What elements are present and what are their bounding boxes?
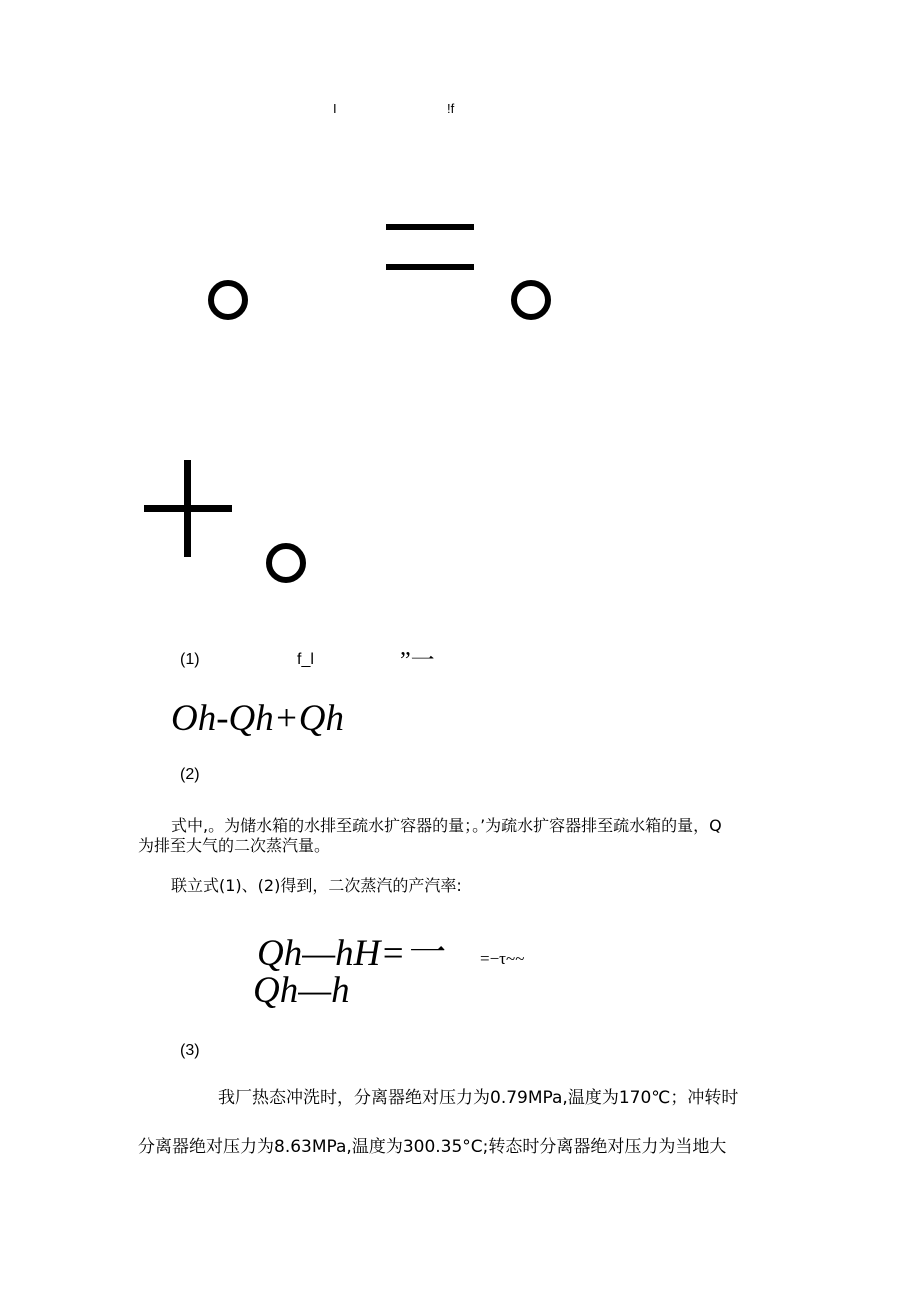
top-fragment-2: !f <box>447 101 455 116</box>
combine-text: 联立式(1)、(2)得到，二次蒸汽的产汽率: <box>171 876 462 895</box>
top-fragment-1: I <box>333 101 337 116</box>
equation-2-number: (2) <box>180 766 200 783</box>
paragraph-line-1: 我厂热态冲洗时，分离器绝对压力为0.79MPa,温度为170℃；冲转时 <box>218 1088 739 1108</box>
equals-bars-glyph <box>384 220 476 276</box>
equation-3-number: (3) <box>180 1042 200 1059</box>
plus-cross-glyph <box>144 460 234 558</box>
explanation-line-1: 式中,。为储水箱的水排至疏水扩容器的量；。’为疏水扩容器排至疏水箱的量，Q <box>171 816 722 835</box>
equation-3-tail: =−τ~~ <box>480 949 525 968</box>
ring-right-glyph <box>507 276 555 324</box>
equation-1-symbol: ”一 <box>400 648 435 674</box>
explanation-line-2: 为排至大气的二次蒸汽量。 <box>138 836 331 855</box>
equation-1-number: (1) <box>180 651 200 668</box>
ring-left-glyph <box>204 276 252 324</box>
equation-3-denominator: Qh—h <box>253 970 350 1011</box>
equation-2-formula: Oh-Qh+Qh <box>171 698 344 739</box>
equation-3-numerator: Qh—hH=一 <box>257 933 443 974</box>
equation-1-fragment: f_l <box>297 651 314 668</box>
paragraph-line-2: 分离器绝对压力为8.63MPa,温度为300.35°C;转态时分离器绝对压力为当地大 <box>138 1137 727 1157</box>
ring-lower-glyph <box>262 539 310 587</box>
